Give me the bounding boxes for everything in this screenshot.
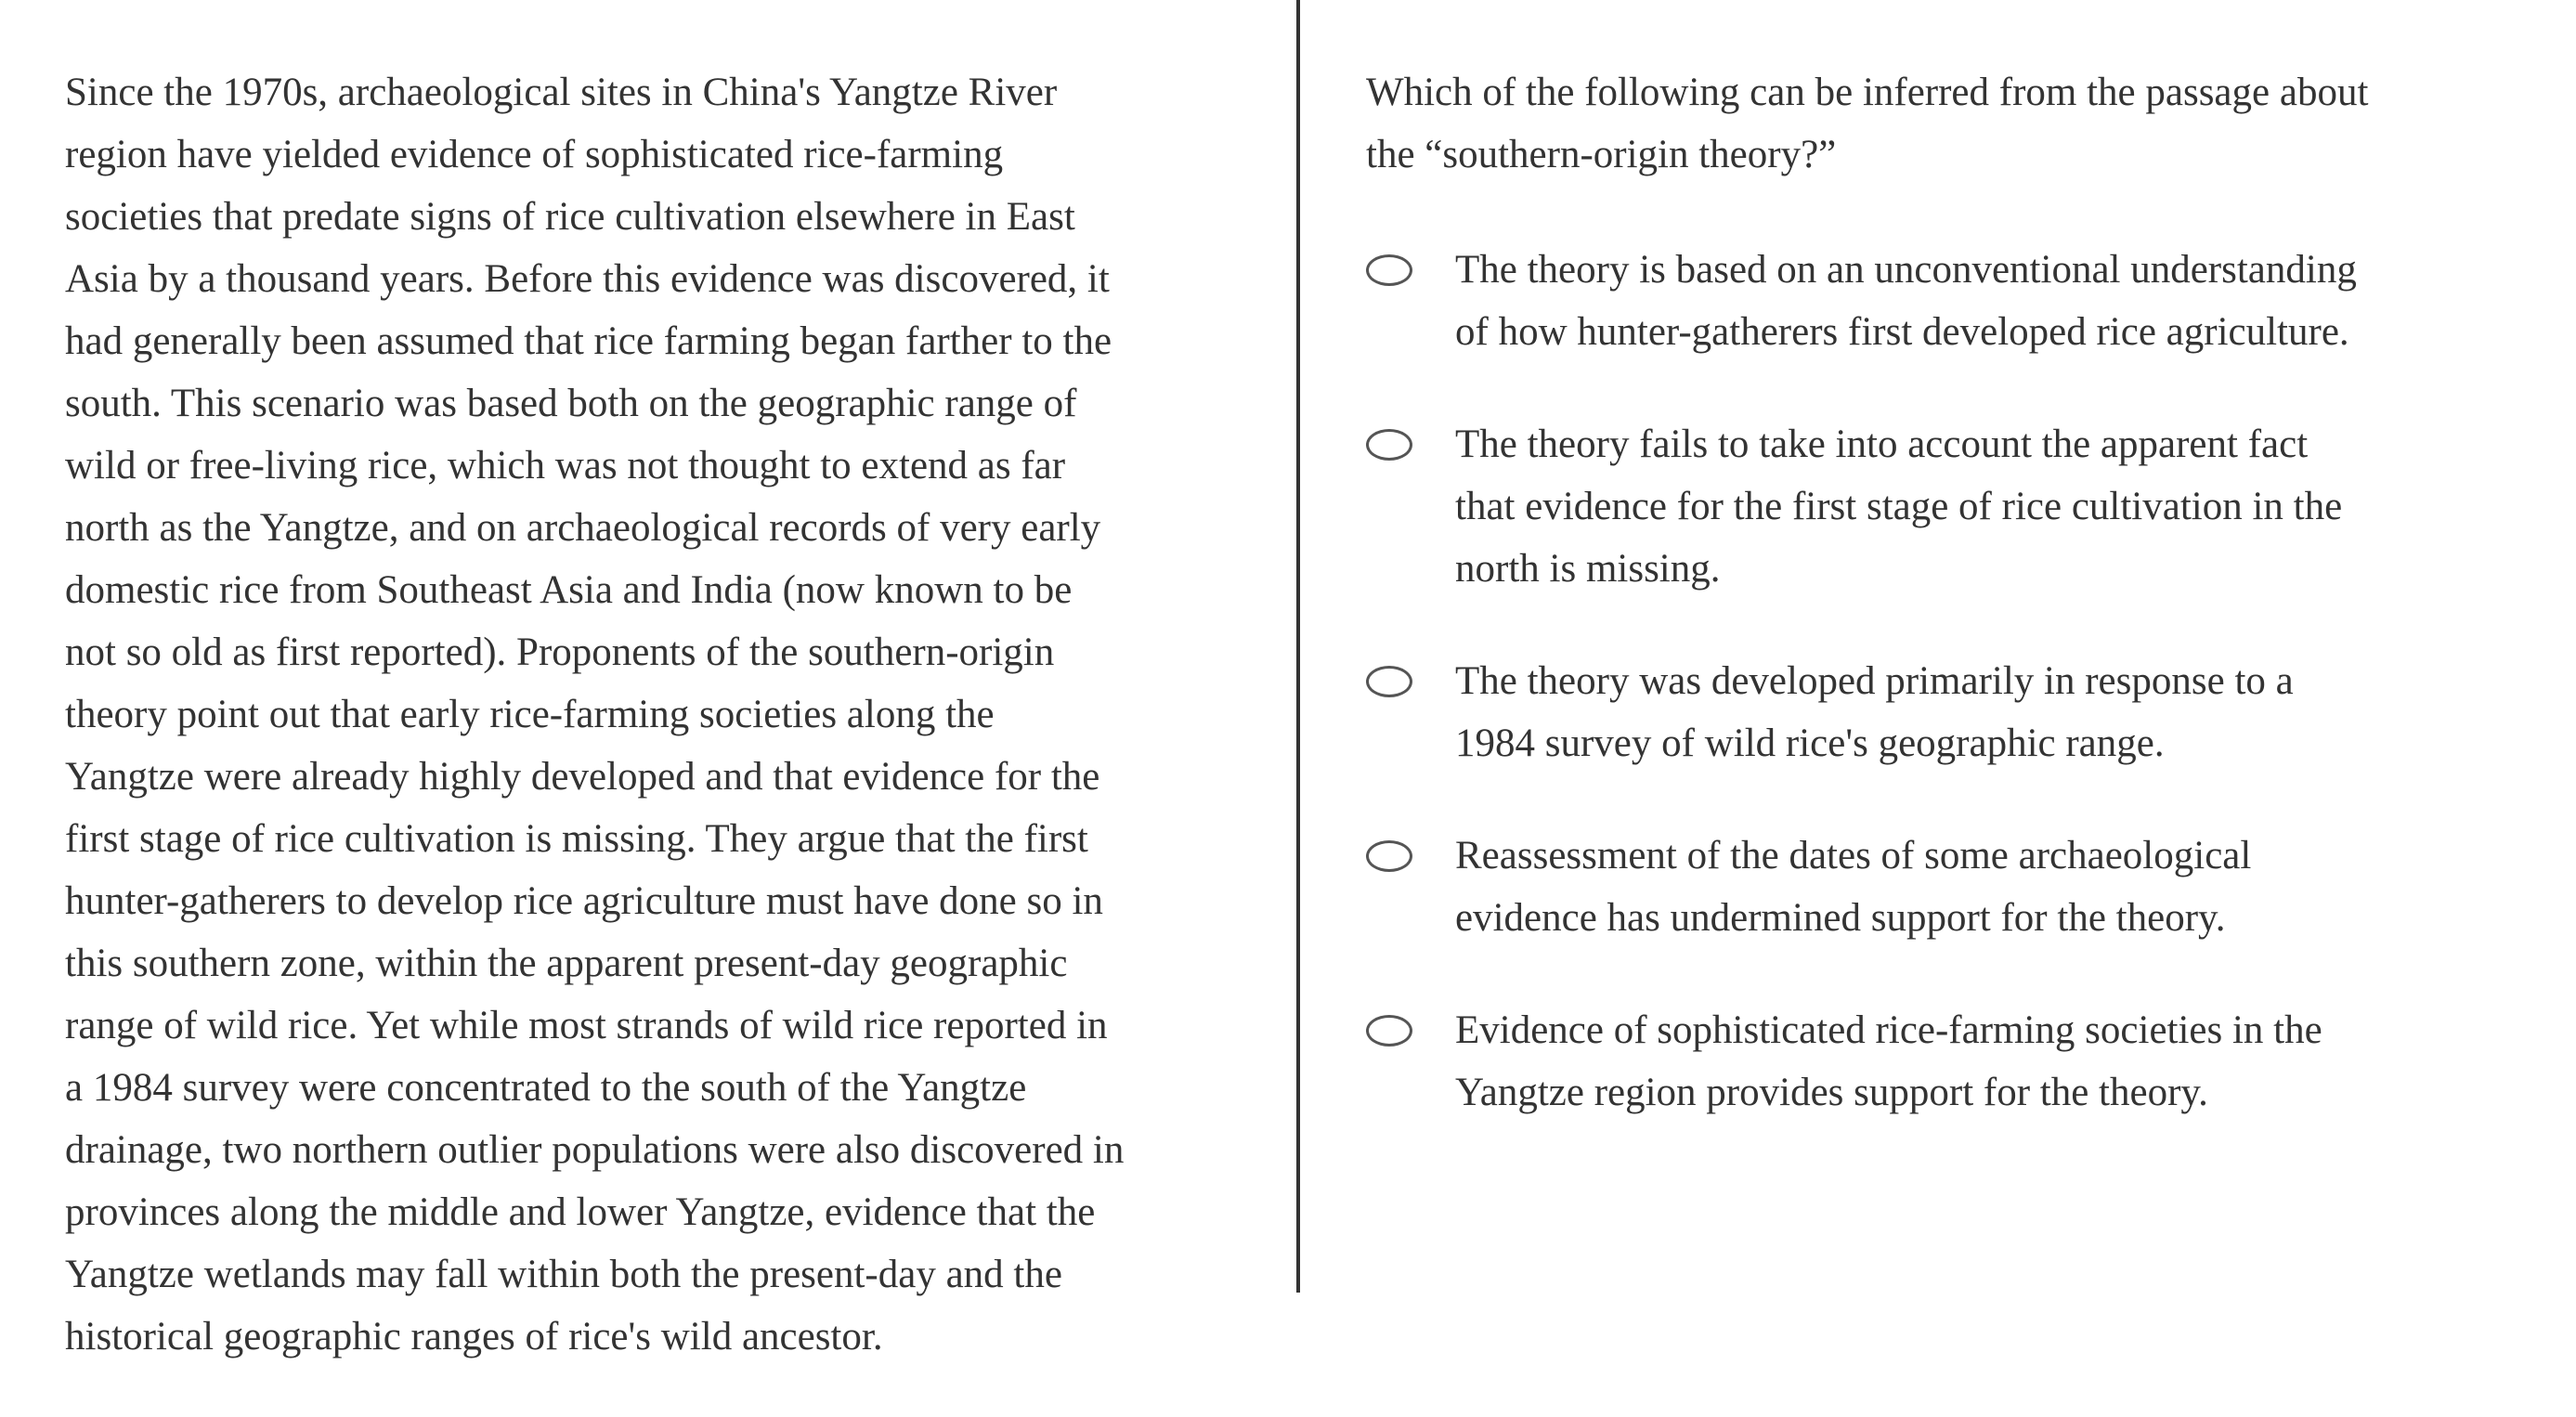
radio-button-icon[interactable]	[1366, 1015, 1412, 1046]
option-line: evidence has undermined support for the theory.	[1455, 896, 2226, 940]
passage-line: a 1984 survey were concentrated to the south of the Yangtze	[65, 1066, 1027, 1110]
passage-line: Yangtze wetlands may fall within both the present-day and the	[65, 1253, 1062, 1296]
passage-line: south. This scenario was based both on the geographic range of	[65, 382, 1077, 425]
option-line: Yangtze region provides support for the theory.	[1455, 1071, 2208, 1114]
answer-option-text	[1455, 413, 2548, 600]
answer-option-text	[1455, 999, 2548, 1124]
option-line: The theory is based on an unconventional understanding	[1455, 248, 2357, 292]
question-pane	[1300, 0, 2576, 1417]
option-line: The theory fails to take into account the apparent fact	[1455, 422, 2309, 466]
passage-line: north as the Yangtze, and on archaeological records of very early	[65, 506, 1101, 550]
passage-line: range of wild rice. Yet while most strands of wild rice reported in	[65, 1004, 1108, 1047]
option-line: 1984 survey of wild rice's geographic range.	[1455, 722, 2165, 765]
passage-line: provinces along the middle and lower Yangtze, evidence that the	[65, 1190, 1096, 1234]
question-prompt	[1366, 61, 2548, 186]
answer-options	[1366, 239, 2548, 1124]
passage-text	[65, 61, 1278, 1368]
answer-option-text	[1455, 825, 2548, 949]
passage-line: societies that predate signs of rice cultivation elsewhere in East	[65, 195, 1075, 239]
passage-line: domestic rice from Southeast Asia and India (now known to be	[65, 568, 1073, 612]
passage-line: Asia by a thousand years. Before this evidence was discovered, it	[65, 257, 1110, 301]
radio-button-icon[interactable]	[1366, 840, 1412, 872]
option-line: north is missing.	[1455, 547, 1721, 591]
answer-option-text	[1455, 239, 2548, 363]
option-line: of how hunter-gatherers first developed rice agriculture.	[1455, 310, 2349, 354]
passage-line: drainage, two northern outlier populations were also discovered in	[65, 1128, 1125, 1172]
passage-line: had generally been assumed that rice farming began farther to the	[65, 319, 1112, 363]
answer-option-2[interactable]	[1366, 413, 2548, 600]
answer-option-3[interactable]	[1366, 650, 2548, 774]
passage-line: theory point out that early rice-farming societies along the	[65, 693, 995, 736]
answer-option-text	[1455, 650, 2548, 774]
answer-option-5[interactable]	[1366, 999, 2548, 1124]
passage-line: Yangtze were already highly developed and that evidence for the	[65, 755, 1100, 799]
passage-line: first stage of rice cultivation is missing. They argue that the first	[65, 817, 1088, 861]
question-prompt-line: Which of the following can be inferred from the passage about	[1366, 71, 2369, 114]
option-line: The theory was developed primarily in response to a	[1455, 659, 2294, 703]
passage-line: Since the 1970s, archaeological sites in China's Yangtze River	[65, 71, 1058, 114]
option-line: that evidence for the first stage of rice cultivation in the	[1455, 485, 2343, 528]
passage-line: historical geographic ranges of rice's wild ancestor.	[65, 1315, 883, 1358]
answer-option-1[interactable]	[1366, 239, 2548, 363]
passage-line: wild or free-living rice, which was not thought to extend as far	[65, 444, 1066, 488]
question-prompt-line: the “southern-origin theory?”	[1366, 133, 1837, 176]
radio-button-icon[interactable]	[1366, 666, 1412, 697]
radio-button-icon[interactable]	[1366, 254, 1412, 286]
passage-line: this southern zone, within the apparent present-day geographic	[65, 942, 1068, 985]
option-line: Evidence of sophisticated rice-farming societies in the	[1455, 1008, 2322, 1052]
option-line: Reassessment of the dates of some archaeological	[1455, 834, 2252, 878]
answer-option-4[interactable]	[1366, 825, 2548, 949]
passage-line: not so old as first reported). Proponents of the southern-origin	[65, 630, 1055, 674]
passage-line: hunter-gatherers to develop rice agriculture must have done so in	[65, 879, 1103, 923]
radio-button-icon[interactable]	[1366, 429, 1412, 461]
passage-line: region have yielded evidence of sophisticated rice-farming	[65, 133, 1004, 176]
